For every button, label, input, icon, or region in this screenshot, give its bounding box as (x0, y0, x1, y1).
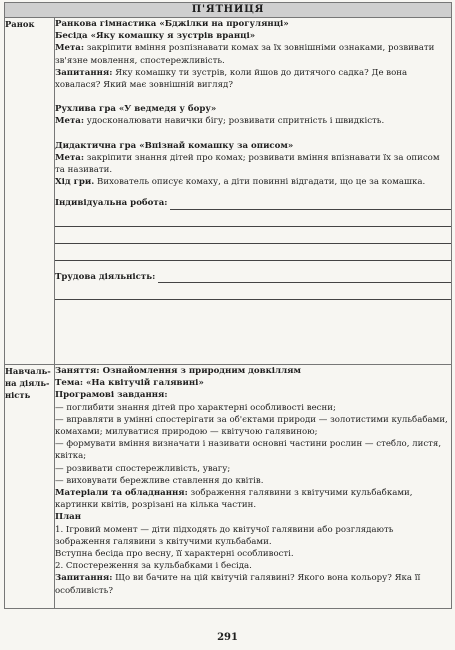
morning-row (5, 18, 452, 365)
task-item: — вправляти в умінні спостерігати за об'єктами природи — золотистими кульбабами, комахами; милуватися природою — квітучою галявиною; (55, 414, 448, 438)
blank-line (55, 227, 451, 244)
blank-line (55, 244, 451, 261)
morning-label: Ранок (5, 18, 55, 365)
individual-work-line (170, 198, 451, 210)
goal-3-text: закріпити знання дітей про комах; розвивати вміння впізнавати їх за описом та називати. (55, 152, 440, 176)
plan-item: 2. Спостереження за кульбабками і бесіда. (55, 561, 252, 572)
talk-title: Бесіда «Яку комашку я зустрів вранці» (55, 31, 256, 42)
labor-line (158, 271, 451, 283)
questions-2-label: Запитання: (55, 573, 113, 584)
goal-1-label: Мета: (55, 43, 85, 54)
goal-3 (55, 152, 451, 176)
materials-text: зображення галявини з квітучими кульбабками, картинки квітів, розрізані на кілька частин. (55, 488, 413, 511)
task-item: — формувати вміння визначати і називати основні частини рослин — стебло, листя, квітка; (55, 439, 442, 462)
goal-1-text: закріпити вміння розпізнавати комах за їх зовнішніми ознаками, розвивати зв'язне мовлення, спостережливість. (55, 43, 435, 66)
goal-1 (55, 42, 451, 66)
questions-2-text: Що ви бачите на цій квітучій галявині? Якого вона кольору? Яка її особливість? (55, 573, 421, 596)
page-number: 291 (217, 632, 238, 643)
goal-2-text: удосконалювати навички бігу; розвивати спритність і швидкість. (84, 116, 385, 127)
goal-2 (55, 115, 451, 127)
task-item: — поглибити знання дітей про характерні особливості весни; (55, 402, 336, 413)
individual-work-field (55, 197, 451, 209)
tasks-title: Програмові завдання: (55, 390, 168, 401)
questions-1 (55, 67, 451, 91)
individual-work-label: Індивідуальна робота: (55, 198, 168, 209)
learning-label: Навчаль-на діяль-ність (5, 365, 55, 609)
plan-item: 1. Ігровий момент — діти підходять до квітучої галявини або розглядають зображення галявини з квітучими кульбабами. (55, 524, 394, 547)
topic-title: Тема: «На квітучій галявині» (55, 378, 204, 389)
lesson-title: Заняття: Ознайомлення з природним довкіллям (55, 366, 301, 376)
task-item: — розвивати спостережливість, увагу; (55, 463, 231, 474)
labor-label: Трудова діяльність: (55, 271, 156, 282)
goal-3-label: Мета: (55, 152, 85, 163)
questions-1-text: Яку комашку ти зустрів, коли йшов до дитячого садка? Де вона ховалася? Який має зовнішній вигляд? (55, 67, 408, 91)
mobile-game-title: Рухлива гра «У ведмедя у бору» (55, 104, 217, 115)
plan-item: Вступна бесіда про весну, її характерні особливості. (55, 549, 294, 560)
didactic-game-title: Дидактична гра «Впізнай комашку за описом» (55, 140, 294, 151)
plan-table (4, 2, 452, 609)
goal-2-label: Мета: (55, 116, 85, 127)
game-progress (55, 176, 451, 188)
materials-label: Матеріали та обладнання: (55, 488, 188, 499)
plan-title: План (55, 512, 82, 523)
task-item: — виховувати бережливе ставлення до квітів. (55, 475, 264, 486)
questions-1-label: Запитання: (55, 67, 113, 78)
game-progress-label: Хід гри. (55, 177, 95, 188)
header-row (5, 3, 452, 18)
labor-field (55, 271, 451, 283)
day-title: П'ЯТНИЦЯ (5, 3, 452, 18)
blank-line (55, 283, 451, 300)
morning-content (55, 18, 452, 365)
learning-row (5, 365, 452, 609)
questions-2 (55, 572, 451, 596)
game-progress-text: Вихователь описує комаху, а діти повинні відгадати, що це за комашка. (94, 177, 426, 188)
materials (55, 487, 451, 511)
learning-content (55, 365, 452, 609)
blank-line (55, 210, 451, 227)
gymnastics-title: Ранкова гімнастика «Бджілки на прогулянці» (55, 19, 289, 29)
